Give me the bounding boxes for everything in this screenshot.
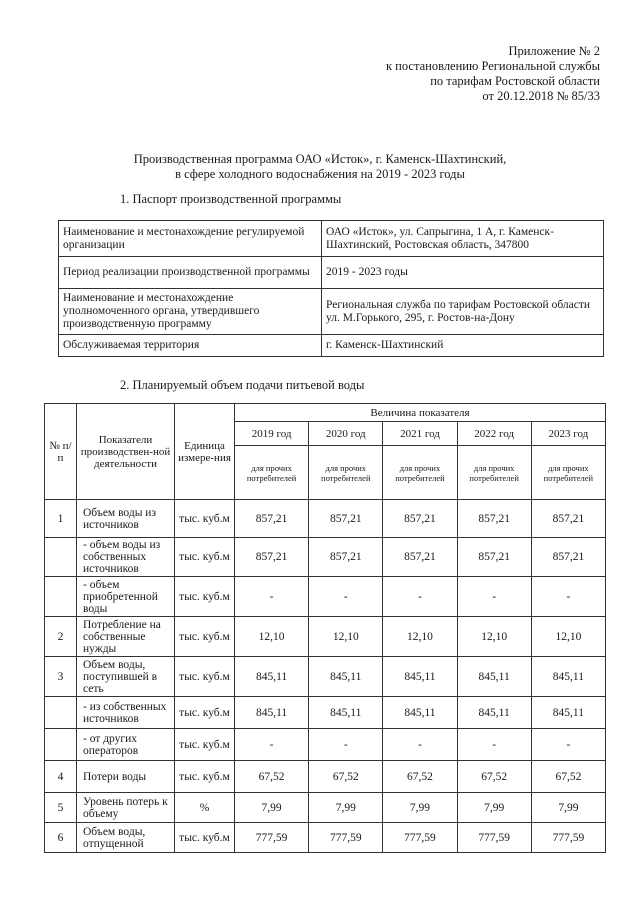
row-value: - [531, 577, 605, 617]
row-value: - [235, 729, 309, 761]
table-row [45, 823, 606, 853]
row-indicator: Объем воды, отпущенной [77, 823, 175, 853]
appendix-line: к постановлению Региональной службы [385, 59, 600, 73]
header-year: 2022 год [457, 422, 531, 446]
row-indicator: - из собственных источников [77, 697, 175, 729]
row-number: 3 [45, 657, 77, 697]
section-heading-volume: 2. Планируемый объем подачи питьевой воды [120, 378, 365, 392]
row-indicator: Объем воды, поступившей в сеть [77, 657, 175, 697]
row-unit: тыс. куб.м [175, 729, 235, 761]
row-value: 67,52 [383, 761, 457, 793]
row-number: 6 [45, 823, 77, 853]
row-indicator: Уровень потерь к объему [77, 793, 175, 823]
appendix-line: от 20.12.2018 № 85/33 [482, 89, 600, 103]
passport-table [58, 220, 604, 357]
table-row [45, 761, 606, 793]
passport-value: 2019 - 2023 годы [322, 257, 604, 289]
row-value: 12,10 [309, 617, 383, 657]
passport-value: г. Каменск-Шахтинский [322, 335, 604, 357]
row-indicator: Потребление на собственные нужды [77, 617, 175, 657]
row-value: 845,11 [383, 657, 457, 697]
row-value: - [383, 729, 457, 761]
row-value: 845,11 [309, 657, 383, 697]
section-heading-passport: 1. Паспорт производственной программы [120, 192, 342, 206]
title-line: Производственная программа ОАО «Исток», г. Каменск-Шахтинский, [133, 152, 507, 166]
row-value: 12,10 [383, 617, 457, 657]
table-row [45, 617, 606, 657]
header-subcolumn: для прочих потребителей [383, 446, 457, 500]
row-value: 12,10 [531, 617, 605, 657]
header-unit: Единица измере-ния [175, 404, 235, 500]
row-value: 857,21 [457, 500, 531, 538]
row-indicator: - объем приобретенной воды [77, 577, 175, 617]
row-value: - [235, 577, 309, 617]
row-indicator: Объем воды из источников [77, 500, 175, 538]
row-value: 7,99 [457, 793, 531, 823]
row-value: - [457, 577, 531, 617]
appendix-line: Приложение № 2 [508, 44, 600, 58]
title-line: в сфере холодного водоснабжения на 2019 - 2023 годы [175, 167, 465, 181]
row-unit: тыс. куб.м [175, 761, 235, 793]
row-value: 67,52 [457, 761, 531, 793]
row-value: 857,21 [383, 538, 457, 577]
row-value: 845,11 [383, 697, 457, 729]
row-value: 857,21 [235, 538, 309, 577]
document-title [0, 152, 640, 182]
header-subcolumn: для прочих потребителей [235, 446, 309, 500]
row-value: 67,52 [235, 761, 309, 793]
row-value: 7,99 [531, 793, 605, 823]
row-value: 845,11 [457, 697, 531, 729]
row-value: 777,59 [531, 823, 605, 853]
header-year: 2021 год [383, 422, 457, 446]
row-value: 7,99 [309, 793, 383, 823]
table-row [59, 335, 604, 357]
table-row [45, 697, 606, 729]
row-value: 845,11 [531, 657, 605, 697]
row-number [45, 538, 77, 577]
row-value: 845,11 [531, 697, 605, 729]
row-value: 845,11 [235, 697, 309, 729]
row-unit: тыс. куб.м [175, 500, 235, 538]
row-value: 857,21 [531, 538, 605, 577]
table-row [59, 221, 604, 257]
row-number: 4 [45, 761, 77, 793]
passport-key: Обслуживаемая территория [59, 335, 322, 357]
row-value: - [531, 729, 605, 761]
row-number [45, 697, 77, 729]
table-row [45, 657, 606, 697]
row-value: 12,10 [457, 617, 531, 657]
row-value: - [309, 577, 383, 617]
row-value: 67,52 [309, 761, 383, 793]
row-unit: тыс. куб.м [175, 697, 235, 729]
row-value: 777,59 [235, 823, 309, 853]
header-indicator: Показатели производствен-ной деятельности [77, 404, 175, 500]
header-subcolumn: для прочих потребителей [457, 446, 531, 500]
table-row [45, 793, 606, 823]
passport-key: Наименование и местонахождение уполномоченного органа, утвердившего производственную программу [59, 289, 322, 335]
row-value: 12,10 [235, 617, 309, 657]
row-value: - [383, 577, 457, 617]
row-indicator: - от других операторов [77, 729, 175, 761]
row-number [45, 577, 77, 617]
row-value: 857,21 [383, 500, 457, 538]
row-value: 67,52 [531, 761, 605, 793]
passport-value: ОАО «Исток», ул. Сапрыгина, 1 А, г. Каменск-Шахтинский, Ростовская область, 347800 [322, 221, 604, 257]
header-value: Величина показателя [235, 404, 606, 422]
row-value: - [457, 729, 531, 761]
passport-value: Региональная служба по тарифам Ростовской области ул. М.Горького, 295, г. Ростов-на-Дону [322, 289, 604, 335]
passport-key: Период реализации производственной программы [59, 257, 322, 289]
table-row [45, 500, 606, 538]
row-value: 857,21 [531, 500, 605, 538]
row-value: 845,11 [309, 697, 383, 729]
table-row [59, 257, 604, 289]
table-row [45, 577, 606, 617]
row-unit: тыс. куб.м [175, 538, 235, 577]
volume-table [44, 403, 606, 853]
row-unit: тыс. куб.м [175, 617, 235, 657]
row-indicator: - объем воды из собственных источников [77, 538, 175, 577]
row-number: 2 [45, 617, 77, 657]
row-value: 857,21 [309, 500, 383, 538]
row-indicator: Потери воды [77, 761, 175, 793]
row-unit: тыс. куб.м [175, 823, 235, 853]
row-unit: тыс. куб.м [175, 657, 235, 697]
row-value: 845,11 [235, 657, 309, 697]
row-unit: % [175, 793, 235, 823]
header-num: № п/п [45, 404, 77, 500]
row-number: 5 [45, 793, 77, 823]
row-value: 7,99 [235, 793, 309, 823]
row-value: 7,99 [383, 793, 457, 823]
header-year: 2019 год [235, 422, 309, 446]
table-row [45, 729, 606, 761]
row-value: 777,59 [383, 823, 457, 853]
table-header-row [45, 404, 606, 422]
header-subcolumn: для прочих потребителей [309, 446, 383, 500]
row-value: 857,21 [235, 500, 309, 538]
row-unit: тыс. куб.м [175, 577, 235, 617]
table-row [59, 289, 604, 335]
header-year: 2020 год [309, 422, 383, 446]
row-value: 857,21 [457, 538, 531, 577]
table-row [45, 538, 606, 577]
row-value: 845,11 [457, 657, 531, 697]
header-year: 2023 год [531, 422, 605, 446]
row-value: 777,59 [309, 823, 383, 853]
header-subcolumn: для прочих потребителей [531, 446, 605, 500]
row-number: 1 [45, 500, 77, 538]
appendix-line: по тарифам Ростовской области [430, 74, 600, 88]
appendix-block [386, 44, 600, 104]
row-value: - [309, 729, 383, 761]
passport-key: Наименование и местонахождение регулируемой организации [59, 221, 322, 257]
row-number [45, 729, 77, 761]
row-value: 857,21 [309, 538, 383, 577]
row-value: 777,59 [457, 823, 531, 853]
